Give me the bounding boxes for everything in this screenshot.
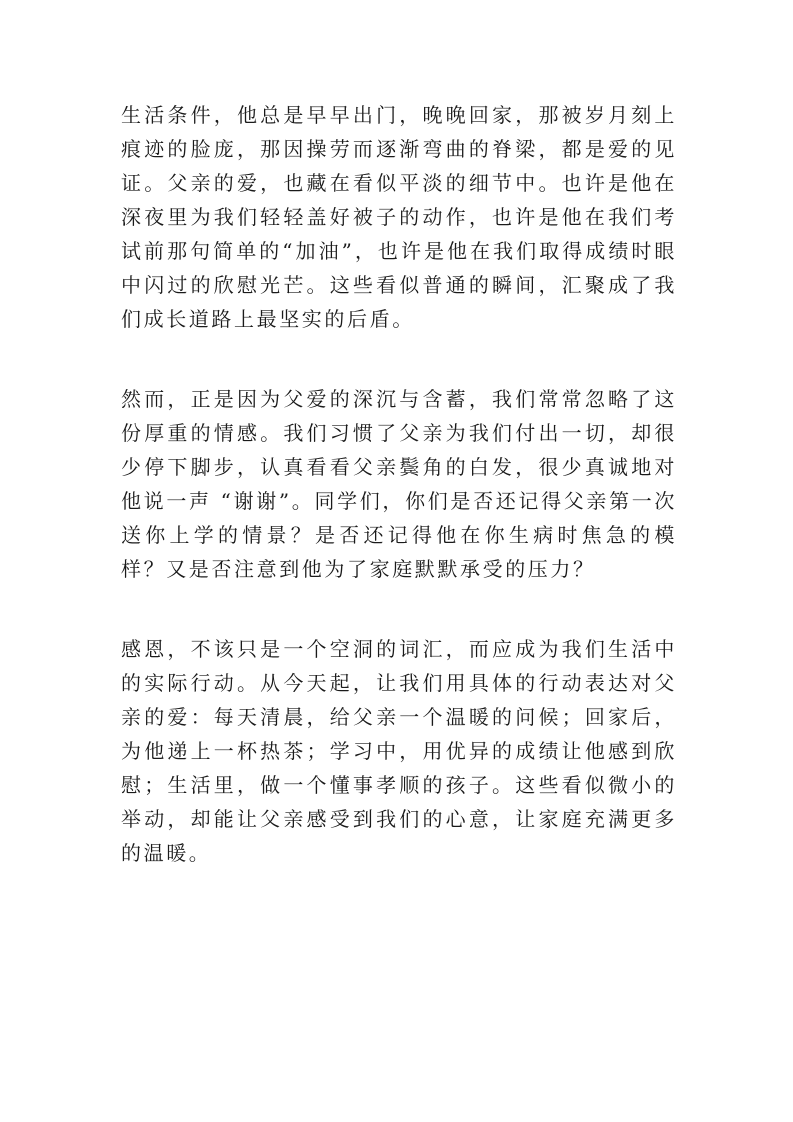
paragraph-3: 感恩，不该只是一个空洞的词汇，而应成为我们生活中的实际行动。从今天起，让我们用具体的行动表达对父亲的爱：每天清晨，给父亲一个温暖的问候；回家后，为他递上一杯热茶；学习中，用优异的成绩让他感到欣慰；生活里，做一个懂事孝顺的孩子。这些看似微小的举动，却能让父亲感受到我们的心意，让家庭充满更多的温暖。 [121, 637, 677, 865]
paragraph-2: 然而，正是因为父爱的深沉与含蓄，我们常常忽略了这份厚重的情感。我们习惯了父亲为我们付出一切，却很少停下脚步，认真看看父亲鬓角的白发，很少真诚地对他说一声 “谢谢”。同学们，你们是否还记得父亲第一次送你上学的情景？是否还记得他在你生病时焦急的模样？又是否注意到他为了家庭默默承受的压力？ [121, 387, 677, 581]
document-body [121, 98, 677, 870]
paragraph-1: 生活条件，他总是早早出门，晚晚回家，那被岁月刻上痕迹的脸庞，那因操劳而逐渐弯曲的脊梁，都是爱的见证。父亲的爱，也藏在看似平淡的细节中。也许是他在深夜里为我们轻轻盖好被子的动作，也许是他在我们考试前那句简单的“加油”，也许是他在我们取得成绩时眼中闪过的欣慰光芒。这些看似普通的瞬间，汇聚成了我们成长道路上最坚实的后盾。 [121, 103, 677, 331]
